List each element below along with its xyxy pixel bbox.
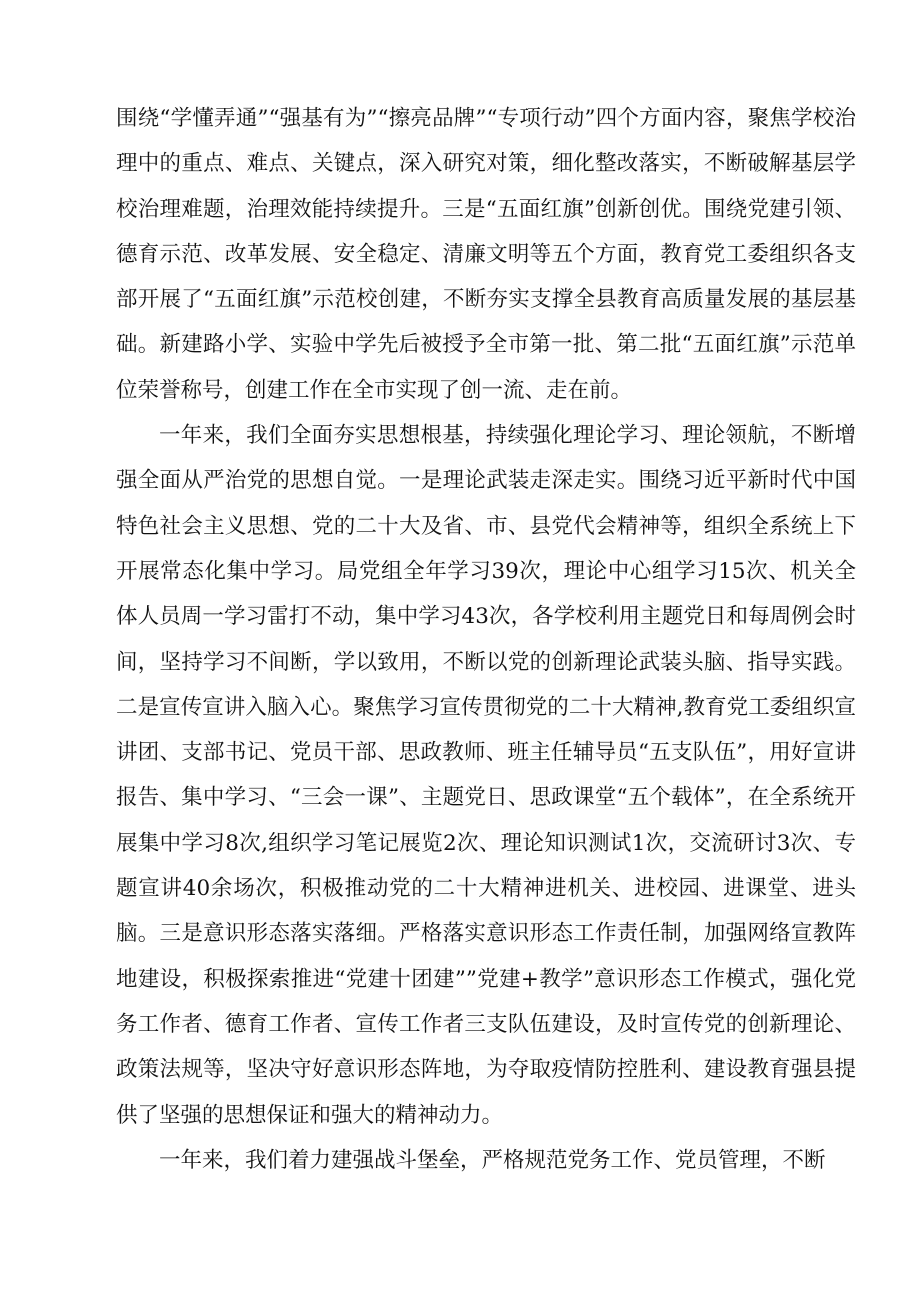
paragraph-3: 一年来，我们着力建强战斗堡垒，严格规范党务工作、党员管理，不断 (159, 1147, 826, 1173)
paragraph-1: 围绕“学懂弄通”“强基有为”“擦亮品牌”“专项行动”四个方面内容，聚焦学校治理中的重点、难点、关键点，深入研究对策，细化整改落实，不断破解基层学校治理难题，治理效能持续提升。三是“五面红旗”创新创优。围绕党建引领、德育示范、改革发展、安全稳定、清廉文明等五个方面，教育党工委组织各支部开展了“五面红旗”示范校创建，不断夯实支撑全县教育高质量发展的基层基础。新建路小学、实验中学先后被授予全市第一批、第二批“五面红旗”示范单位荣誉称号，创建工作在全市实现了创一流、走在前。 (116, 106, 856, 403)
paragraph-2: 一年来，我们全面夯实思想根基，持续强化理论学习、理论领航，不断增强全面从严治党的思想自觉。一是理论武装走深走实。围绕习近平新时代中国特色社会主义思想、党的二十大及省、市、县党代会精神等，组织全系统上下开展常态化集中学习。局党组全年学习39次，理论中心组学习15次、机关全体人员周一学习雷打不动，集中学习43次，各学校利用主题党日和每周例会时间，坚持学习不间断，学以致用，不断以党的创新理论武装头脑、指导实践。二是宣传宣讲入脑入心。聚焦学习宣传贯彻党的二十大精神,教育党工委组织宣讲团、支部书记、党员干部、思政教师、班主任辅导员“五支队伍”，用好宣讲报告、集中学习、“三会一课”、主题党日、思政课堂“五个载体”，在全系统开展集中学习8次,组织学习笔记展览2次、理论知识测试1次，交流研讨3次、专题宣讲40余场次，积极推动党的二十大精神进机关、进校园、进课堂、进头脑。三是意识形态落实落细。严格落实意识形态工作责任制，加强网络宣教阵地建设，积极探索推进“党建十团建””党建+教学”意识形态工作模式，强化党务工作者、德育工作者、宣传工作者三支队伍建设，及时宣传党的创新理论、政策法规等，坚决守好意识形态阵地，为夺取疫情防控胜利、建设教育强县提供了坚强的思想保证和强大的精神动力。 (116, 423, 856, 1128)
document-body (116, 96, 856, 1183)
